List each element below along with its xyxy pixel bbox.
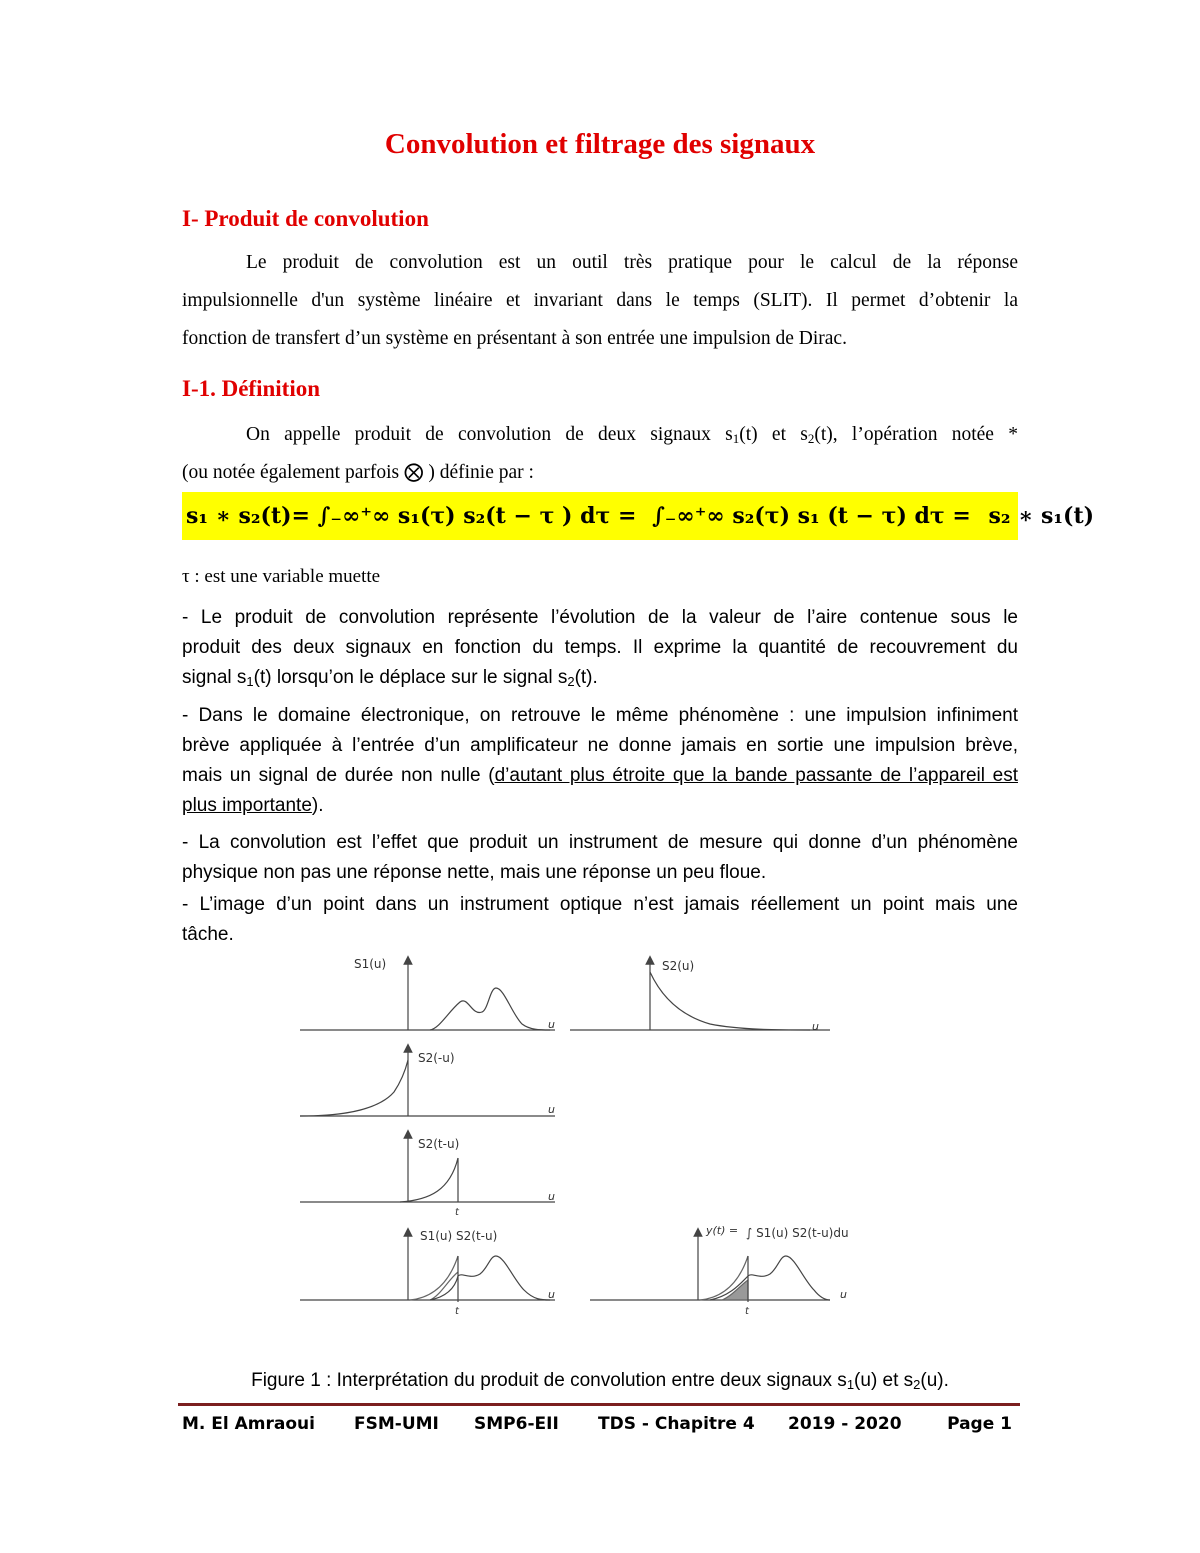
intro-line-3: fonction de transfert d’un système en présentant à son entrée une impulsion de Dirac. xyxy=(182,328,847,349)
bullet-paragraph-2 xyxy=(182,701,1018,821)
axis-label-u-2: u xyxy=(812,1020,819,1033)
page-footer xyxy=(182,1414,1018,1444)
label-s1u: S1(u) xyxy=(354,957,387,971)
label-s2u: S2(u) xyxy=(662,959,695,973)
footer-chapter: TDS - Chapitre 4 xyxy=(598,1414,755,1434)
footer-year: 2019 - 2020 xyxy=(788,1414,902,1434)
bullet3-line-2: physique non pas une réponse nette, mais une réponse un peu floue. xyxy=(182,862,767,883)
bullet-paragraph-1 xyxy=(182,603,1018,693)
formula-integral-1: ∫₋∞⁺∞ s₁(τ) s₂(t − τ ) dτ = xyxy=(317,503,637,529)
convolution-figure xyxy=(290,950,850,1330)
label-product: S1(u) S2(t-u) xyxy=(420,1229,498,1243)
bullet4-line-2: tâche. xyxy=(182,924,234,945)
intro-paragraph xyxy=(182,244,1018,358)
s1-curve xyxy=(430,988,550,1030)
label-s2-minus-u: S2(-u) xyxy=(418,1051,455,1065)
s2-shifted-curve xyxy=(400,1158,458,1202)
formula-rhs: s₂ ∗ s₁(t) xyxy=(988,503,1095,529)
section-heading-2: I-1. Définition xyxy=(182,376,320,401)
intro-line-1: Le produit de convolution est un outil très pratique pour le calcul de la réponse xyxy=(246,252,1018,273)
bullet3-line-1: - La convolution est l’effet que produit un instrument de mesure qui donne d’un phénomène xyxy=(182,832,1018,853)
formula-integral-2: ∫₋∞⁺∞ s₂(τ) s₁ (t − τ) dτ = xyxy=(652,503,971,529)
definition-line-2: (ou notée également parfois ⨂ ) définie par : xyxy=(182,462,534,483)
axis-label-u-1: u xyxy=(548,1018,555,1031)
label-yt: y(t) = xyxy=(706,1224,739,1237)
bullet2-line-3: mais un signal de durée non nulle (d’autant plus étroite que la bande passante de l’appareil est xyxy=(182,765,1018,786)
footer-rule xyxy=(178,1403,1020,1406)
s2-curve xyxy=(650,972,810,1030)
intro-line-2: impulsionnelle d'un système linéaire et invariant dans le temps (SLIT). Il permet d’obtenir la xyxy=(182,290,1018,311)
bullet1-line-2: produit des deux signaux en fonction du temps. Il exprime la quantité de recouvrement du xyxy=(182,637,1018,658)
definition-line-1: On appelle produit de convolution de deux signaux $s_1(t)$ et $s_2(t)$, l’opération notée * xyxy=(246,424,1018,446)
section-heading-1: I- Produit de convolution xyxy=(182,206,429,231)
bullet2-line-2: brève appliquée à l’entrée d’un amplificateur ne donne jamais en sortie une impulsion brève, xyxy=(182,735,1018,756)
convolution-formula xyxy=(182,492,1095,540)
s2-reversed-curve xyxy=(300,1060,408,1116)
tick-t-4: t xyxy=(455,1207,459,1218)
label-s2-t-minus-u: S2(t-u) xyxy=(418,1137,460,1151)
bullet2-line-1: - Dans le domaine électronique, on retrouve le même phénomène : une impulsion infiniment xyxy=(182,705,1018,726)
bullet-paragraph-3 xyxy=(182,828,1018,888)
tick-t-6: t xyxy=(745,1306,749,1317)
figure-caption: Figure 1 : Interprétation du produit de convolution entre deux signaux $s_1(u)$ et $s_2(u)$. xyxy=(251,1370,949,1392)
axis-label-u-4: u xyxy=(548,1190,555,1203)
axis-label-u-5: u xyxy=(548,1288,555,1301)
axis-label-u-3: u xyxy=(548,1103,555,1116)
footer-author: M. El Amraoui xyxy=(182,1414,315,1434)
footer-page-number: Page 1 xyxy=(947,1414,1012,1434)
footer-class: SMP6-EII xyxy=(474,1414,559,1434)
document-title: Convolution et filtrage des signaux xyxy=(384,128,816,160)
definition-paragraph xyxy=(182,416,1018,492)
footer-school: FSM-UMI xyxy=(354,1414,439,1434)
bullet1-line-3: signal $s_1(t)$ lorsqu’on le déplace sur le signal $s_2(t)$. xyxy=(182,667,598,689)
bullet-paragraph-4 xyxy=(182,890,1018,950)
bullet4-line-1: - L’image d’un point dans un instrument optique n’est jamais réellement un point mais une xyxy=(182,894,1018,915)
axis-label-u-6: u xyxy=(840,1288,847,1301)
tau-note: τ : est une variable muette xyxy=(182,566,381,587)
bullet2-line-4: plus importante). xyxy=(182,795,324,816)
formula-lhs: s₁ ∗ s₂(t)= xyxy=(186,503,310,529)
bullet1-line-1: - Le produit de convolution représente l’évolution de la valeur de l’aire contenue sous le xyxy=(182,607,1018,628)
label-integral: ∫ S1(u) S2(t-u)du xyxy=(746,1226,849,1240)
tick-t-5: t xyxy=(455,1306,459,1317)
